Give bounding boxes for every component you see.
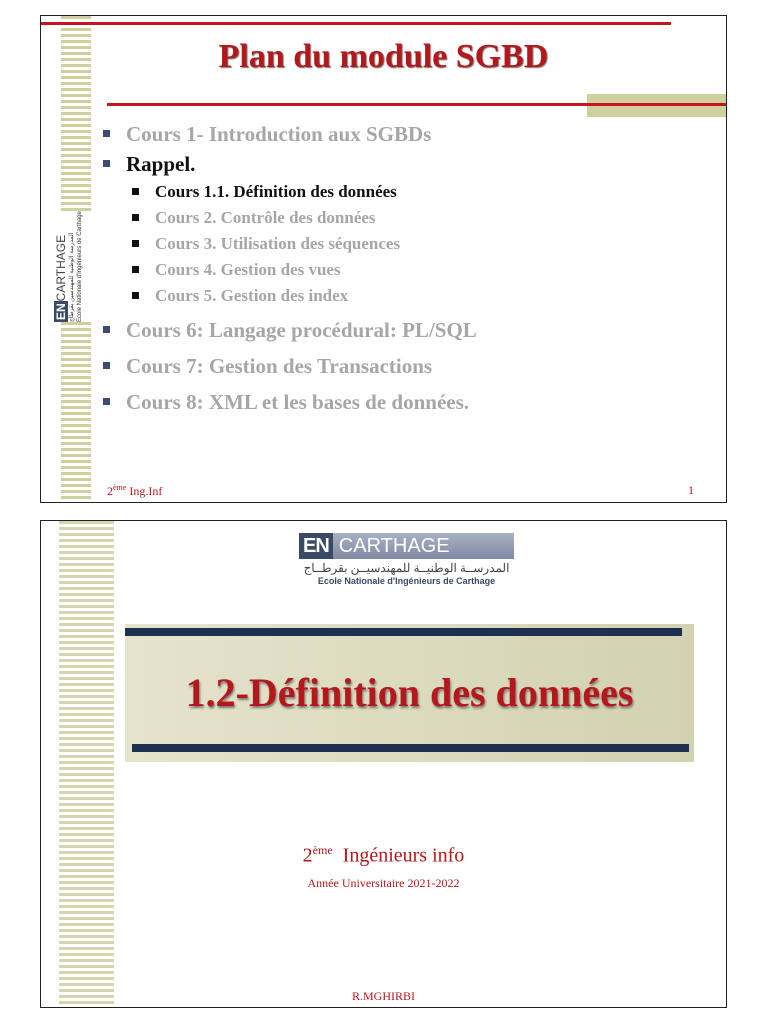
sub-item: Cours 3. Utilisation des séquences (128, 231, 701, 257)
logo-french-text: Ecole Nationale d'Ingénieurs de Carthage (317, 576, 496, 586)
slide-title: Plan du module SGBD (218, 38, 549, 75)
course-outline (101, 119, 701, 417)
top-red-line (41, 22, 671, 25)
audience-label (41, 843, 726, 868)
logo-word: CARTHAGE (54, 234, 68, 302)
logo-arabic-text: المدرسة الوطنية للمهندسين بقرطاج (69, 232, 75, 322)
sub-item: Cours 4. Gestion des vues (128, 257, 701, 283)
audience: Ingénieurs info (332, 844, 465, 867)
page-number: 1 (688, 483, 694, 497)
logo-arabic-text: المدرســة الوطنيــة للمهندسيــن بقرطــاج (303, 561, 510, 575)
outline-item-rappel (101, 149, 701, 309)
level: 2 (302, 844, 313, 867)
outline-item: Cours 1- Introduction aux SGBDs (101, 119, 701, 149)
sub-item-current: Cours 1.1. Définition des données (128, 179, 701, 205)
academic-year: Année Universitaire 2021-2022 (307, 876, 460, 890)
sub-outline (126, 179, 701, 309)
author: R.MGHIRBI (351, 989, 415, 1003)
sub-item: Cours 5. Gestion des index (128, 283, 701, 309)
outline-item: Cours 6: Langage procédural: PL/SQL (101, 315, 701, 345)
outline-item: Cours 7: Gestion des Transactions (101, 351, 701, 381)
enicarthage-vertical-logo (54, 211, 95, 322)
slide-section-title (40, 520, 727, 1008)
outline-item-label: Rappel. (126, 152, 196, 176)
slide-plan-module (40, 15, 727, 503)
footer-sup: ème (113, 483, 127, 492)
footer-class: Ing.Inf (126, 484, 163, 498)
decorative-stripes (59, 521, 114, 1007)
footer-class-label (107, 483, 162, 499)
level-sup: ème (312, 843, 333, 857)
logo-french-text: Ecole Nationale d'Ingénieurs de Carthage (77, 211, 83, 322)
top-navy-bar (125, 628, 682, 636)
logo-word: CARTHAGE (333, 533, 514, 559)
section-title: 1.2-Définition des données (185, 670, 634, 715)
title-underline (107, 103, 727, 106)
sub-item: Cours 2. Contrôle des données (128, 205, 701, 231)
logo-box-text: EN (299, 533, 333, 559)
enicarthage-logo (299, 533, 514, 586)
bottom-navy-bar (132, 744, 689, 752)
footer-level: 2 (107, 484, 113, 498)
logo-box-text: EN (54, 303, 68, 320)
outline-item: Cours 8: XML et les bases de données. (101, 387, 701, 417)
